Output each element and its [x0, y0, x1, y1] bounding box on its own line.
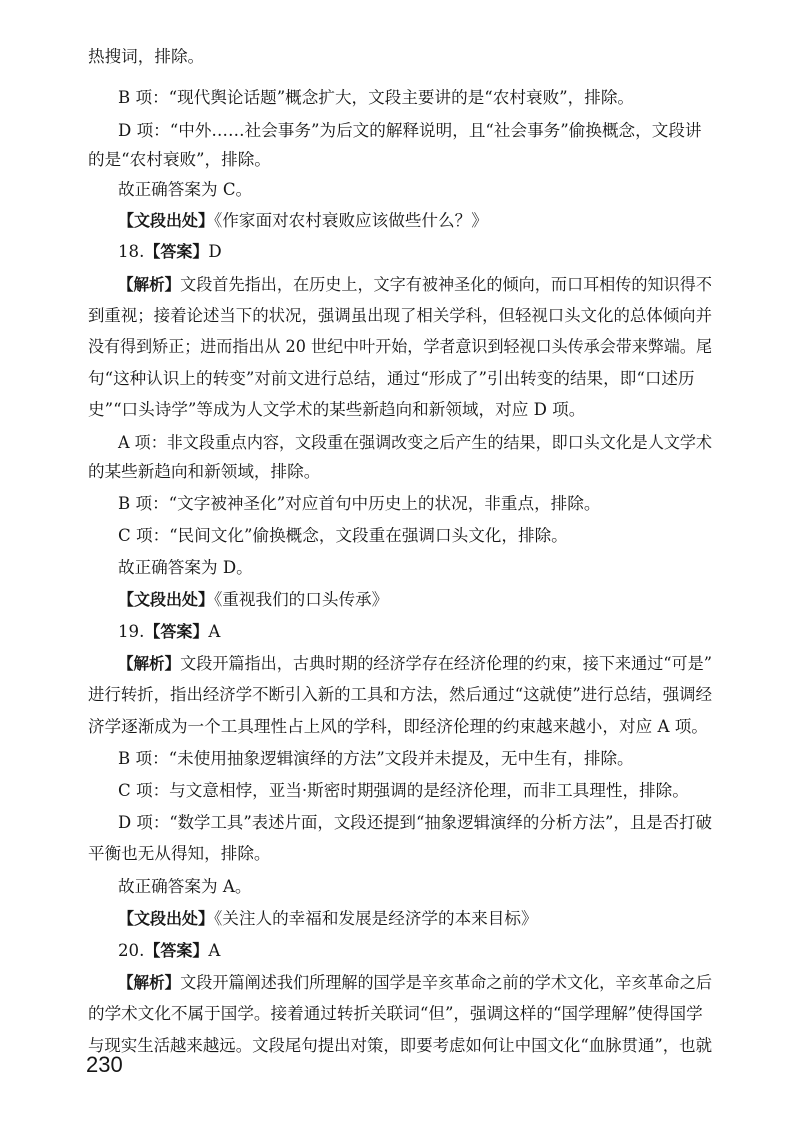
source-line: 【文段出处】《作家面对农村衰败应该做些什么？》 — [118, 211, 488, 230]
text-line: 没有得到矫正；进而指出从 20 世纪中叶开始，学者意识到轻视口头传承会带来弊端。尾 — [88, 337, 713, 356]
text-line: 进行转折，指出经济学不断引入新的工具和方法，然后通过“这就使”进行总结，强调经 — [88, 685, 712, 704]
page-number: 230 — [86, 1052, 123, 1077]
analysis-label: 【解析】 — [118, 275, 181, 294]
text-line: D 项：“中外……社会事务”为后文的解释说明，且“社会事务”偷换概念，文段讲 — [118, 121, 702, 140]
text-line: B 项：“现代舆论话题”概念扩大，文段主要讲的是“农村衰败”，排除。 — [118, 88, 635, 107]
text-line: 的学术文化不属于国学。接着通过转折关联词“但”，强调这样的“国学理解”使得国学 — [88, 1004, 703, 1023]
analysis-line: 【解析】文段开篇阐述我们所理解的国学是辛亥革命之前的学术文化，辛亥革命之后 — [118, 973, 712, 992]
answer-heading: 20.【答案】A — [118, 941, 221, 960]
analysis-label: 【解析】 — [118, 654, 181, 673]
text-line: 热搜词，排除。 — [88, 47, 205, 66]
answer-label: 【答案】 — [144, 242, 209, 261]
answer-conclusion: 故正确答案为 A。 — [118, 877, 252, 896]
analysis-line: 【解析】文段开篇指出，古典时期的经济学存在经济伦理的约束，接下来通过“可是” — [118, 654, 712, 673]
text-line: 句“这种认识上的转变”对前文进行总结，通过“形成了”引出转变的结果，即“口述历 — [88, 369, 695, 388]
source-label: 【文段出处】 — [118, 909, 215, 928]
source-label: 【文段出处】 — [118, 590, 215, 609]
text-line: C 项：与文意相悖，亚当·斯密时期强调的是经济伦理，而非工具理性，排除。 — [118, 781, 689, 800]
text-line: 的某些新趋向和新领域，排除。 — [88, 462, 321, 481]
text-line: 的是“农村衰败”，排除。 — [88, 150, 271, 169]
text-line: B 项：“未使用抽象逻辑演绎的方法”文段并未提及，无中生有，排除。 — [118, 749, 634, 768]
text-line: C 项：“民间文化”偷换概念，文段重在强调口头文化，排除。 — [118, 526, 568, 545]
analysis-line: 【解析】文段首先指出，在历史上，文字有被神圣化的倾向，而口耳相传的知识得不 — [118, 275, 712, 294]
answer-conclusion: 故正确答案为 D。 — [118, 558, 253, 577]
text-line: 平衡也无从得知，排除。 — [88, 844, 271, 863]
text-line: A 项：非文段重点内容，文段重在强调改变之后产生的结果，即口头文化是人文学术 — [118, 433, 712, 452]
answer-label: 【答案】 — [144, 941, 209, 960]
text-line: 史”“口头诗学”等成为人文学术的某些新趋向和新领域，对应 D 项。 — [88, 400, 586, 419]
analysis-label: 【解析】 — [118, 973, 181, 992]
answer-heading: 19.【答案】A — [118, 622, 221, 641]
source-line: 【文段出处】《重视我们的口头传承》 — [118, 590, 389, 609]
source-line: 【文段出处】《关注人的幸福和发展是经济学的本来目标》 — [118, 909, 538, 928]
text-line: 到重视；接着论述当下的状况，强调虽出现了相关学科，但轻视口头文化的总体倾向并 — [88, 306, 713, 325]
text-line: B 项：“文字被神圣化”对应首句中历史上的状况，非重点，排除。 — [118, 494, 601, 513]
answer-heading: 18.【答案】D — [118, 242, 222, 261]
answer-label: 【答案】 — [144, 622, 209, 641]
text-line: 济学逐渐成为一个工具理性占上风的学科，即经济伦理的约束越来越小，对应 A 项。 — [88, 717, 708, 736]
text-line: D 项：“数学工具”表述片面，文段还提到“抽象逻辑演绎的分析方法”，且是否打破 — [118, 813, 712, 832]
source-label: 【文段出处】 — [118, 211, 215, 230]
answer-conclusion: 故正确答案为 C。 — [118, 180, 253, 199]
text-line: 与现实生活越来越远。文段尾句提出对策，即要考虑如何让中国文化“血脉贯通”，也就 — [88, 1036, 712, 1055]
